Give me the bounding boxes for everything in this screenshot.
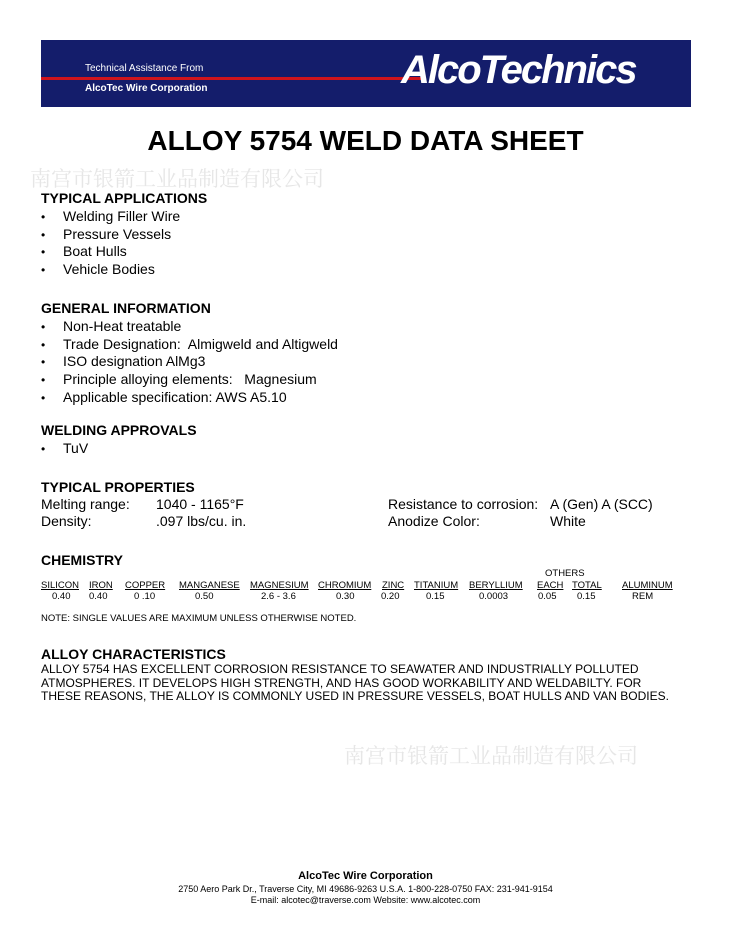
chem-col-chromium: CHROMIUM bbox=[318, 580, 372, 591]
corp-name: AlcoTec Wire Corporation bbox=[85, 83, 208, 94]
typical-properties-heading: TYPICAL PROPERTIES bbox=[41, 479, 195, 495]
chem-val-total: 0.15 bbox=[577, 591, 596, 602]
chem-col-titanium: TITANIUM bbox=[414, 580, 459, 591]
alcotechnics-logo: AlcoTechnics bbox=[401, 48, 636, 92]
general-information-heading: GENERAL INFORMATION bbox=[41, 300, 211, 316]
chemistry-note: NOTE: SINGLE VALUES ARE MAXIMUM UNLESS OTHERWISE NOTED. bbox=[41, 613, 357, 624]
chem-col-iron: IRON bbox=[89, 580, 113, 591]
approvals-list bbox=[41, 440, 88, 458]
chem-val-manganese: 0.50 bbox=[195, 591, 214, 602]
list-item: • Principle alloying elements: Magnesium bbox=[41, 371, 338, 389]
density-label: Density: bbox=[41, 513, 92, 529]
bullet-icon: • bbox=[41, 245, 46, 260]
chem-col-each: EACH bbox=[537, 580, 564, 591]
chem-val-copper: 0 .10 bbox=[134, 591, 156, 602]
chem-val-iron: 0.40 bbox=[89, 591, 108, 602]
bullet-icon: • bbox=[41, 320, 46, 334]
list-item: • Non-Heat treatable bbox=[41, 318, 338, 336]
chem-val-zinc: 0.20 bbox=[381, 591, 400, 602]
chem-col-total: TOTAL bbox=[572, 580, 602, 591]
list-item: • Vehicle Bodies bbox=[41, 261, 180, 279]
bullet-icon: • bbox=[41, 442, 46, 456]
footer-contact: E-mail: alcotec@traverse.com Website: www.alcotec.com bbox=[250, 895, 481, 905]
chem-col-magnesium: MAGNESIUM bbox=[250, 580, 309, 591]
header-banner bbox=[41, 40, 691, 107]
characteristics-line: ALLOY 5754 HAS EXCELLENT CORROSION RESISTANCE TO SEAWATER AND INDUSTRIALLY POLLUTED bbox=[41, 662, 639, 676]
tech-assist-text: Technical Assistance From bbox=[85, 63, 204, 74]
watermark-top: 南宫市银箭工业品制造有限公司 bbox=[30, 167, 324, 191]
bullet-icon: • bbox=[41, 355, 46, 370]
list-item: • TuV bbox=[41, 440, 88, 458]
bullet-icon: • bbox=[41, 210, 46, 224]
alloy-characteristics-heading: ALLOY CHARACTERISTICS bbox=[41, 646, 226, 662]
footer-address: 2750 Aero Park Dr., Traverse City, MI 49686-9263 U.S.A. 1-800-228-0750 FAX: 231-941-9154 bbox=[178, 884, 553, 894]
chemistry-heading: CHEMISTRY bbox=[41, 552, 123, 568]
applications-list bbox=[41, 208, 180, 279]
melting-value: 1040 - 1165°F bbox=[156, 496, 244, 512]
bullet-icon: • bbox=[41, 337, 46, 352]
corrosion-value: A (Gen) A (SCC) bbox=[550, 496, 653, 512]
chem-val-chromium: 0.30 bbox=[336, 591, 355, 602]
characteristics-line: ATMOSPHERES. IT DEVELOPS HIGH STRENGTH, AND HAS GOOD WORKABILITY AND WELDABILTY. FOR bbox=[41, 675, 642, 690]
characteristics-line: THESE REASONS, THE ALLOY IS COMMONLY USED IN PRESSURE VESSELS, BOAT HULLS AND VAN BODIES. bbox=[41, 689, 669, 704]
list-item: • Boat Hulls bbox=[41, 243, 180, 261]
list-item: • Pressure Vessels bbox=[41, 226, 180, 244]
list-item: • Applicable specification: AWS A5.10 bbox=[41, 389, 338, 407]
bullet-icon: • bbox=[41, 263, 46, 278]
chem-col-silicon: SILICON bbox=[41, 580, 80, 591]
chem-col-aluminum: ALUMINUM bbox=[622, 580, 673, 591]
melting-label: Melting range: bbox=[41, 496, 130, 512]
chem-val-silicon: 0.40 bbox=[52, 591, 71, 602]
chem-col-manganese: MANGANESE bbox=[179, 580, 240, 591]
list-item: • ISO designation AlMg3 bbox=[41, 353, 338, 371]
density-value: .097 lbs/cu. in. bbox=[156, 513, 247, 529]
chem-val-titanium: 0.15 bbox=[426, 591, 445, 602]
chem-val-magnesium: 2.6 - 3.6 bbox=[261, 591, 296, 602]
chem-col-copper: COPPER bbox=[125, 580, 166, 591]
red-rule bbox=[41, 77, 426, 80]
anodize-label: Anodize Color: bbox=[388, 513, 480, 529]
chem-col-zinc: ZINC bbox=[382, 580, 405, 591]
bullet-icon: • bbox=[41, 373, 46, 388]
chem-val-aluminum: REM bbox=[632, 591, 654, 602]
alloy-characteristics-body bbox=[41, 663, 701, 704]
anodize-value: White bbox=[550, 513, 586, 529]
page-title: ALLOY 5754 WELD DATA SHEET bbox=[147, 125, 584, 156]
chem-col-beryllium: BERYLLIUM bbox=[469, 580, 523, 591]
list-item: • Welding Filler Wire bbox=[41, 208, 180, 226]
typical-applications-heading: TYPICAL APPLICATIONS bbox=[41, 190, 208, 206]
list-item: • Trade Designation: Almigweld and Altigweld bbox=[41, 336, 338, 354]
chem-val-each: 0.05 bbox=[538, 591, 557, 602]
welding-approvals-heading: WELDING APPROVALS bbox=[41, 422, 197, 438]
general-info-list bbox=[41, 318, 338, 406]
watermark-bottom: 南宫市银箭工业品制造有限公司 bbox=[344, 744, 638, 768]
corrosion-label: Resistance to corrosion: bbox=[388, 496, 539, 512]
bullet-icon: • bbox=[41, 390, 46, 405]
others-label: OTHERS bbox=[545, 568, 585, 579]
chem-val-beryllium: 0.0003 bbox=[479, 591, 509, 602]
footer-company: AlcoTec Wire Corporation bbox=[298, 870, 433, 882]
bullet-icon: • bbox=[41, 227, 46, 242]
